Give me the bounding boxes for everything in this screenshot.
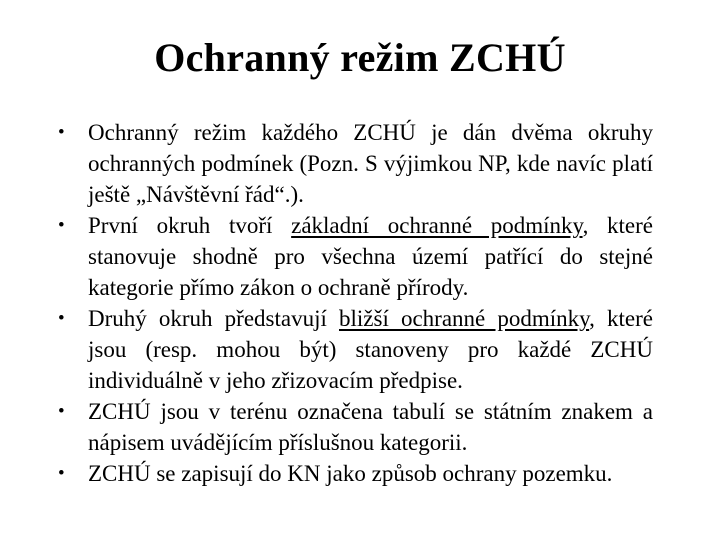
underlined-term: bližší ochranné podmínky bbox=[339, 306, 590, 331]
bullet-list bbox=[52, 117, 653, 489]
bullet-dot-icon: • bbox=[58, 401, 65, 422]
bullet-text-before: První okruh tvoří bbox=[88, 213, 292, 238]
underlined-term: základní ochranné podmínky bbox=[291, 213, 583, 238]
bullet-text: ZCHÚ jsou v terénu označena tabulí se státním znakem a nápisem uvádějícím příslušnou kategorii. bbox=[88, 399, 653, 455]
bullet-item-3 bbox=[52, 303, 653, 396]
bullet-item-5 bbox=[52, 458, 653, 489]
bullet-item-1 bbox=[52, 117, 653, 210]
bullet-text: ZCHÚ se zapisují do KN jako způsob ochrany pozemku. bbox=[88, 461, 613, 486]
bullet-text: Ochranný režim každého ZCHÚ je dán dvěma okruhy ochranných podmínek (Pozn. S výjimkou NP, kde navíc platí ještě „Návštěvní řád“.). bbox=[88, 120, 653, 207]
bullet-dot-icon: • bbox=[58, 122, 65, 143]
bullet-dot-icon: • bbox=[58, 308, 65, 329]
bullet-text-before: Druhý okruh představují bbox=[88, 306, 339, 331]
bullet-item-2 bbox=[52, 210, 653, 303]
bullet-item-4 bbox=[52, 396, 653, 458]
bullet-dot-icon: • bbox=[58, 215, 65, 236]
bullet-dot-icon: • bbox=[58, 463, 65, 484]
bullet-text-after: , které stanovuje shodně pro všechna území patřící do stejné kategorie přímo zákon o ochraně přírody. bbox=[88, 213, 654, 300]
bullet-text-after: , které jsou (resp. mohou být) stanoveny pro každé ZCHÚ individuálně v jeho zřizovacím předpise. bbox=[88, 306, 653, 393]
slide-title: Ochranný režim ZCHÚ bbox=[154, 35, 566, 80]
